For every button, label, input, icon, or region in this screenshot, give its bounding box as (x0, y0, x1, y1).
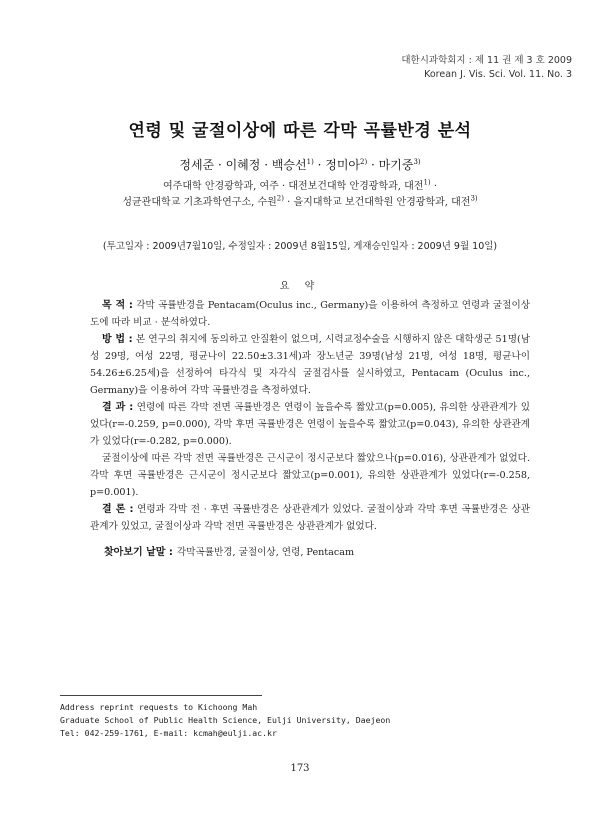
keywords (104, 543, 354, 558)
author-affiliation-mark: 3) (413, 158, 421, 166)
author-name: 정세준 (179, 158, 215, 172)
purpose-label: 목 적 : (102, 300, 133, 311)
correspondence-line: Tel: 042-259-1761, E-mail: kcmah@eulji.ac.kr (60, 728, 277, 738)
author-name: 이혜정 (225, 158, 261, 172)
affiliation-text: 성균관대학교 기초과학연구소, 수원 (122, 197, 277, 208)
affiliation-text: 여주대학 안경광학과, 여주 · 대전보건대학 안경광학과, 대전 (163, 181, 424, 192)
affiliation-separator: · (430, 181, 437, 192)
abstract-conclusion (90, 501, 530, 535)
conclusion-text: 연령과 각막 전 · 후면 곡률반경은 상관관계가 있었다. 굴절이상과 각막 후면 곡률반경은 상관관계가 있었고, 굴절이상과 각막 전면 곡률반경은 상관관계가 없었다. (90, 504, 530, 532)
keywords-label: 찾아보기 낱말 : (104, 547, 173, 558)
conclusion-label: 결 론 : (102, 504, 134, 515)
author-separator: · (260, 158, 272, 172)
author-list (0, 156, 600, 173)
keywords-text: 각막곡률반경, 굴절이상, 연령, Pentacam (176, 547, 355, 558)
paper-title: 연령 및 굴절이상에 따른 각막 곡률반경 분석 (128, 121, 472, 141)
affiliation-line-2 (0, 193, 600, 208)
affiliation-mark: 1) (423, 178, 431, 187)
page-number: 173 (290, 763, 310, 774)
abstract-body (90, 297, 530, 535)
journal-citation (401, 54, 572, 82)
author-affiliation-mark: 2) (360, 158, 368, 166)
abstract-purpose (90, 297, 530, 331)
affiliation-mark: 2) (276, 194, 284, 203)
author-separator: · (367, 158, 379, 172)
abstract-methods (90, 331, 530, 399)
abstract-results (90, 399, 530, 450)
results-label: 결 과 : (102, 402, 134, 413)
author-separator: · (214, 158, 226, 172)
abstract-heading: 요 약 (279, 281, 321, 292)
author-name: 정미아 (325, 158, 361, 172)
author-name: 백승선 (271, 158, 307, 172)
author-name: 마기중 (378, 158, 414, 172)
abstract-results-continued: 굴절이상에 따른 각막 전면 곡률반경은 근시군이 정시군보다 짧았으나(p=0.016), 상관관계가 없었다. 각막 후면 곡률반경은 근시군이 정시군보다 짧았고(p=0.001), 유의한 상관관계가 있었다(r=-0.258, p=0.001). (90, 453, 530, 498)
affiliation-line-1 (0, 177, 600, 192)
footnote-divider (60, 695, 262, 696)
methods-label: 방 법 : (102, 334, 133, 345)
author-separator: · (313, 158, 326, 172)
author-affiliation-mark: 1) (306, 158, 314, 166)
journal-citation-korean: 대한시과학회지 : 제 11 권 제 3 호 2009 (401, 55, 572, 66)
journal-citation-english: Korean J. Vis. Sci. Vol. 11. No. 3 (424, 69, 572, 80)
correspondence-note (60, 701, 390, 740)
submission-dates: (투고일자 : 2009년7월10일, 수정일자 : 2009년 8월15일, 게재승인일자 : 2009년 9월 10일) (102, 241, 498, 252)
affiliation-mark: 3) (470, 194, 478, 203)
results-text: 연령에 따른 각막 전면 곡률반경은 연령이 높을수록 짧았고(p=0.005), 유의한 상관관계가 있었다(r=-0.259, p=0.000), 각막 후면 곡률반경은 연령이 높을수록 짧았고(p=0.043), 유의한 상관관계가 있었다(r=-0.282, p=0.000). (90, 402, 530, 447)
correspondence-line: Graduate School of Public Health Science, Eulji University, Daejeon (60, 715, 391, 725)
purpose-text: 각막 곡률반경을 Pentacam(Oculus inc., Germany)을 이용하여 측정하고 연령과 굴절이상도에 따라 비교 · 분석하였다. (90, 300, 530, 328)
methods-text: 본 연구의 취지에 동의하고 안질환이 없으며, 시력교정수술을 시행하지 않은 대학생군 51명(남성 29명, 여성 22명, 평균나이 22.50±3.31세)과 장노년군 39명(남성 21명, 여성 18명, 평균나이 54.26±6.25세)을 선정하여 타각식 및 자각식 굴절검사를 실시하였고, Pentacam (Oculus inc., Germany)을 이용하여 각막 곡률반경을 측정하였다. (90, 334, 530, 396)
correspondence-line: Address reprint requests to Kichoong Mah (60, 702, 258, 712)
affiliation-text: · 을지대학교 보건대학원 안경광학과, 대전 (283, 197, 471, 208)
